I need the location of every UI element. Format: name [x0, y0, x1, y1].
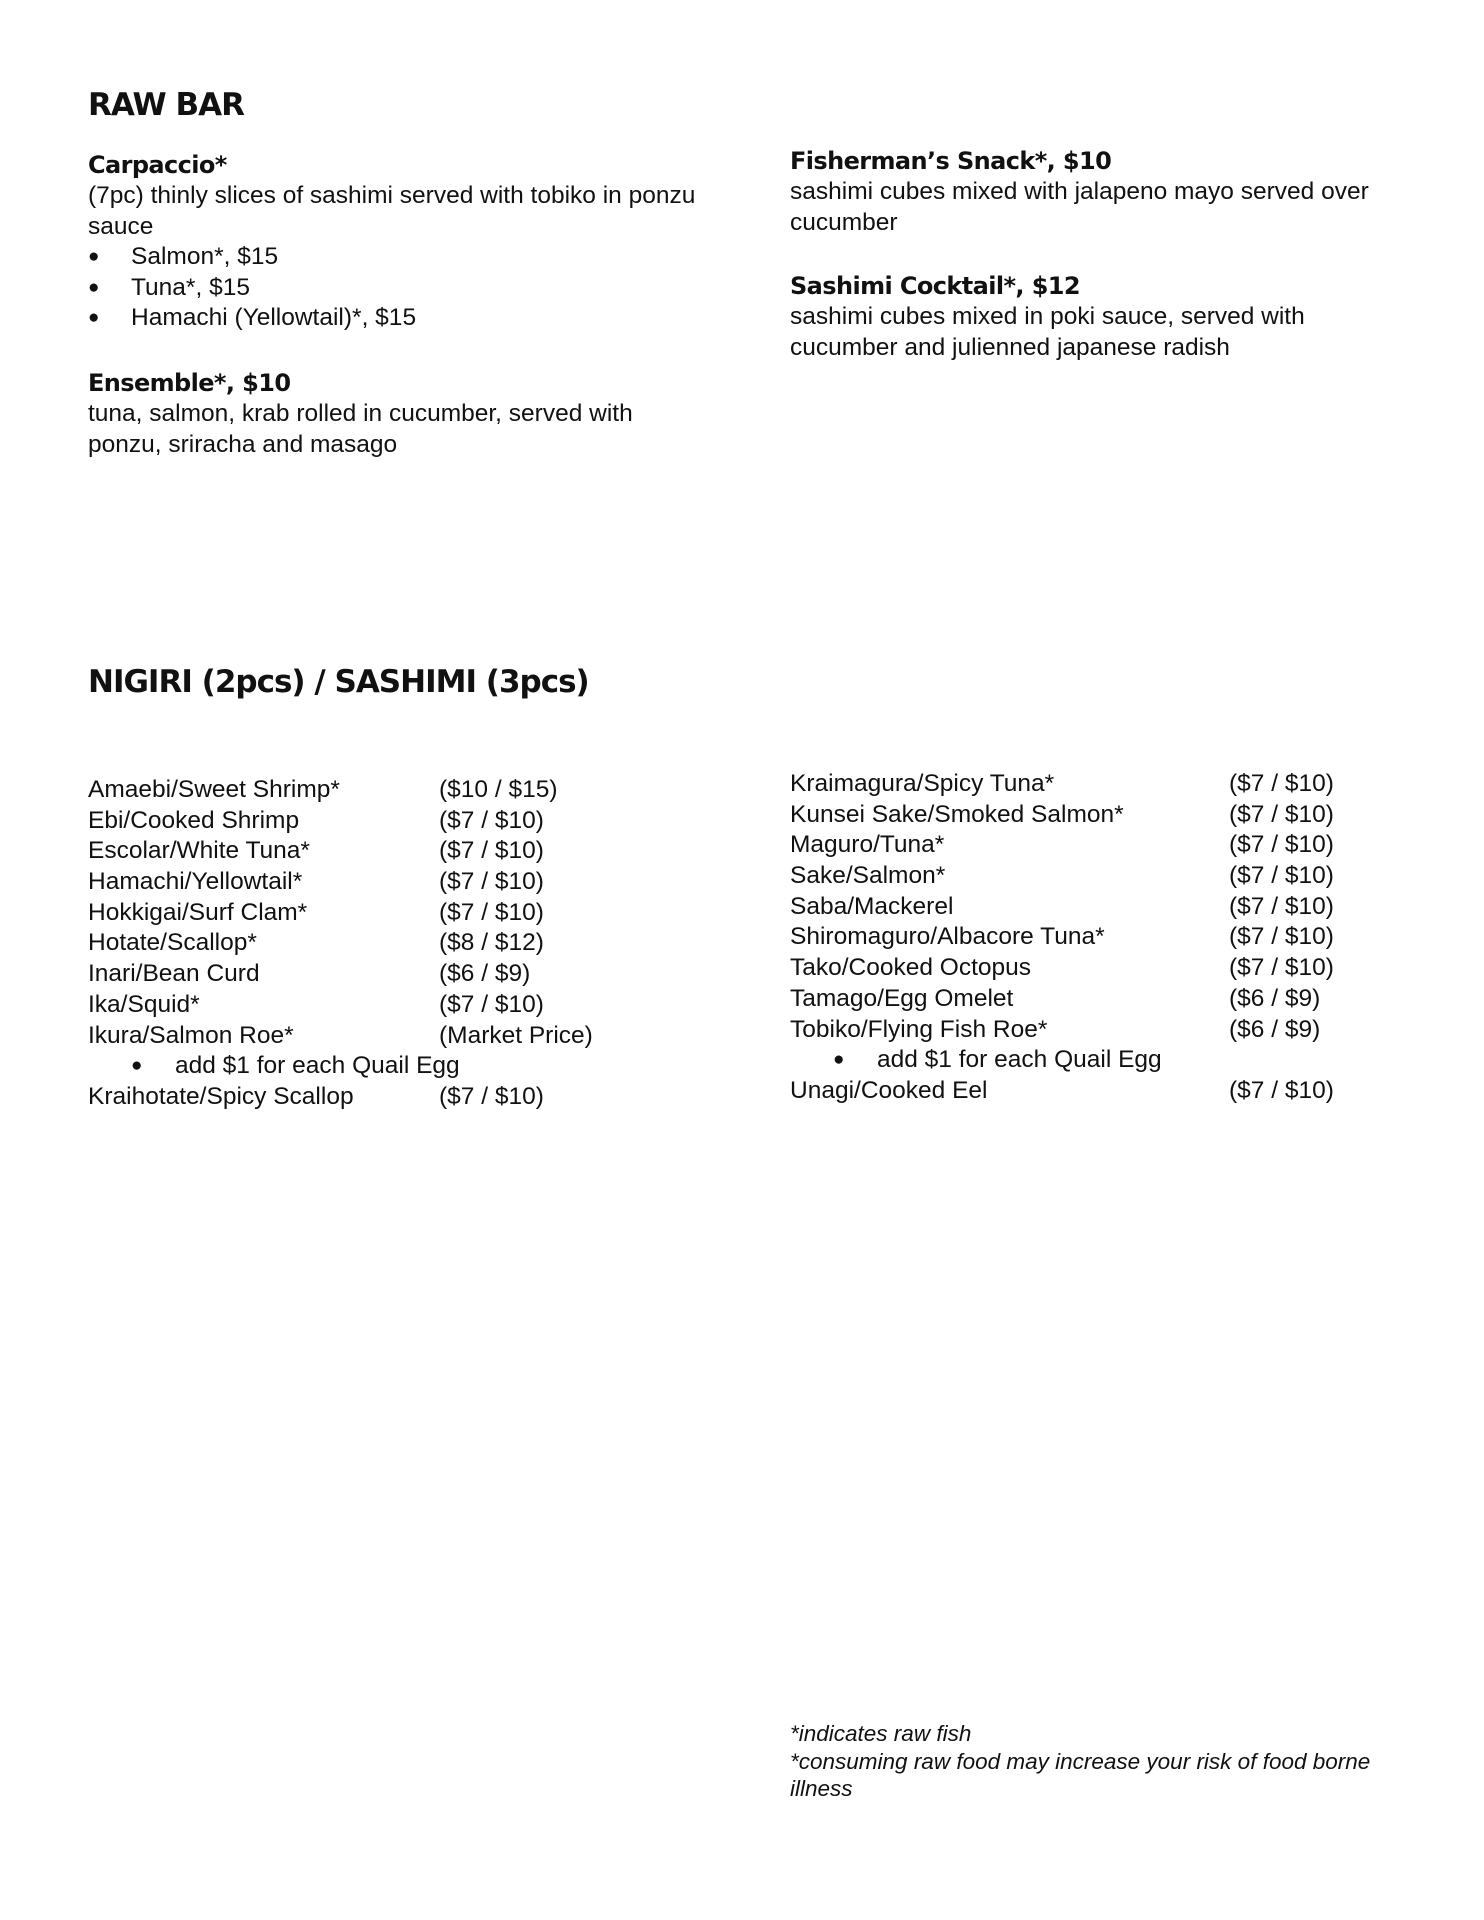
list-item — [790, 984, 1410, 1015]
fishermans-snack-description: sashimi cubes mixed with jalapeno mayo served over cucumber — [790, 178, 1369, 236]
sashimi-cocktail-name: Sashimi Cocktail*, $12 — [790, 272, 1080, 300]
list-item — [790, 922, 1410, 953]
list-item — [88, 867, 708, 898]
item-price: ($7 / $10) — [1229, 954, 1334, 982]
raw-bar-title: RAW BAR — [88, 87, 244, 123]
item-name: Kunsei Sake/Smoked Salmon* — [790, 800, 1124, 828]
item-price: ($7 / $10) — [1229, 770, 1334, 797]
carpaccio-option-salmon: ● Salmon*, $15 — [88, 242, 708, 273]
list-item — [790, 1076, 1410, 1107]
list-item — [88, 1082, 708, 1113]
item-name: Tamago/Egg Omelet — [790, 984, 1014, 1012]
item-price: ($7 / $10) — [1229, 862, 1334, 890]
list-item-note — [790, 1045, 1410, 1076]
carpaccio-item — [88, 151, 708, 334]
item-price: ($7 / $10) — [439, 837, 544, 865]
item-price: ($6 / $9) — [1229, 1015, 1321, 1043]
item-price: ($7 / $10) — [439, 898, 544, 926]
footnote-raw-fish: *indicates raw fish — [790, 1721, 972, 1746]
item-price: ($7 / $10) — [439, 868, 544, 896]
nigiri-sashimi-title: NIGIRI (2pcs) / SASHIMI (3pcs) — [88, 664, 589, 700]
item-price: ($7 / $10) — [439, 806, 544, 834]
item-name: Sake/Salmon* — [790, 862, 946, 890]
item-note: add $1 for each Quail Egg — [877, 1046, 1162, 1074]
item-name: Tako/Cooked Octopus — [790, 954, 1032, 982]
item-name: Amaebi/Sweet Shrimp* — [88, 776, 340, 803]
item-name: Tobiko/Flying Fish Roe* — [790, 1015, 1048, 1043]
item-price: ($7 / $10) — [1229, 892, 1334, 920]
item-name: Saba/Mackerel — [790, 892, 954, 920]
list-item — [790, 892, 1410, 923]
item-price: ($6 / $9) — [1229, 984, 1321, 1012]
list-item — [88, 1021, 708, 1052]
list-item — [88, 928, 708, 959]
item-price: ($7 / $10) — [439, 1082, 544, 1110]
item-name: Kraimagura/Spicy Tuna* — [790, 770, 1055, 797]
item-price: ($7 / $10) — [439, 990, 544, 1018]
item-price: ($6 / $9) — [439, 960, 531, 988]
item-name: Kraihotate/Spicy Scallop — [88, 1082, 354, 1110]
item-price: ($7 / $10) — [1229, 923, 1334, 951]
list-item — [88, 806, 708, 837]
item-name: Escolar/White Tuna* — [88, 837, 310, 865]
list-item — [790, 800, 1410, 831]
list-item — [790, 769, 1410, 800]
sashimi-cocktail-item — [790, 272, 1390, 363]
bullet-icon: ● — [833, 1049, 845, 1071]
nigiri-left-list — [88, 775, 708, 1113]
item-name: Shiromaguro/Albacore Tuna* — [790, 923, 1105, 951]
footnotes — [790, 1720, 1390, 1803]
item-name: Ika/Squid* — [88, 990, 200, 1018]
item-name: Hamachi/Yellowtail* — [88, 868, 303, 896]
list-item — [88, 959, 708, 990]
list-item — [88, 990, 708, 1021]
item-name: Ebi/Cooked Shrimp — [88, 806, 300, 834]
fishermans-snack-item — [790, 147, 1390, 238]
carpaccio-option-hamachi: ● Hamachi (Yellowtail)*, $15 — [88, 303, 708, 334]
item-name: Hotate/Scallop* — [88, 929, 257, 957]
item-name: Hokkigai/Surf Clam* — [88, 898, 308, 926]
carpaccio-option-tuna: ● Tuna*, $15 — [88, 273, 708, 304]
item-price: ($7 / $10) — [1229, 800, 1334, 828]
list-item — [88, 836, 708, 867]
item-name: Ikura/Salmon Roe* — [88, 1021, 294, 1049]
item-price: ($10 / $15) — [439, 776, 558, 803]
list-item — [790, 1015, 1410, 1046]
list-item — [88, 898, 708, 929]
carpaccio-name: Carpaccio* — [88, 151, 227, 179]
ensemble-item — [88, 369, 708, 460]
item-name: Inari/Bean Curd — [88, 960, 260, 988]
list-item — [790, 830, 1410, 861]
bullet-icon: ● — [131, 1055, 143, 1077]
fishermans-snack-name: Fisherman’s Snack*, $10 — [790, 147, 1112, 175]
item-note: add $1 for each Quail Egg — [175, 1052, 460, 1080]
item-price: (Market Price) — [439, 1021, 593, 1049]
item-price: ($7 / $10) — [1229, 831, 1334, 859]
list-item — [88, 775, 708, 806]
sashimi-cocktail-description: sashimi cubes mixed in poki sauce, served with cucumber and julienned japanese radish — [790, 303, 1305, 361]
list-item — [790, 861, 1410, 892]
ensemble-name: Ensemble*, $10 — [88, 369, 291, 397]
nigiri-right-list — [790, 769, 1410, 1107]
list-item — [790, 953, 1410, 984]
item-name: Unagi/Cooked Eel — [790, 1076, 988, 1104]
list-item-note — [88, 1051, 708, 1082]
ensemble-description: tuna, salmon, krab rolled in cucumber, served with ponzu, sriracha and masago — [88, 400, 633, 458]
carpaccio-options — [88, 242, 708, 334]
item-price: ($7 / $10) — [1229, 1076, 1334, 1104]
item-name: Maguro/Tuna* — [790, 831, 945, 859]
carpaccio-description: (7pc) thinly slices of sashimi served with tobiko in ponzu sauce — [88, 182, 696, 240]
item-price: ($8 / $12) — [439, 929, 544, 957]
footnote-risk: *consuming raw food may increase your risk of food borne illness — [790, 1748, 1371, 1801]
